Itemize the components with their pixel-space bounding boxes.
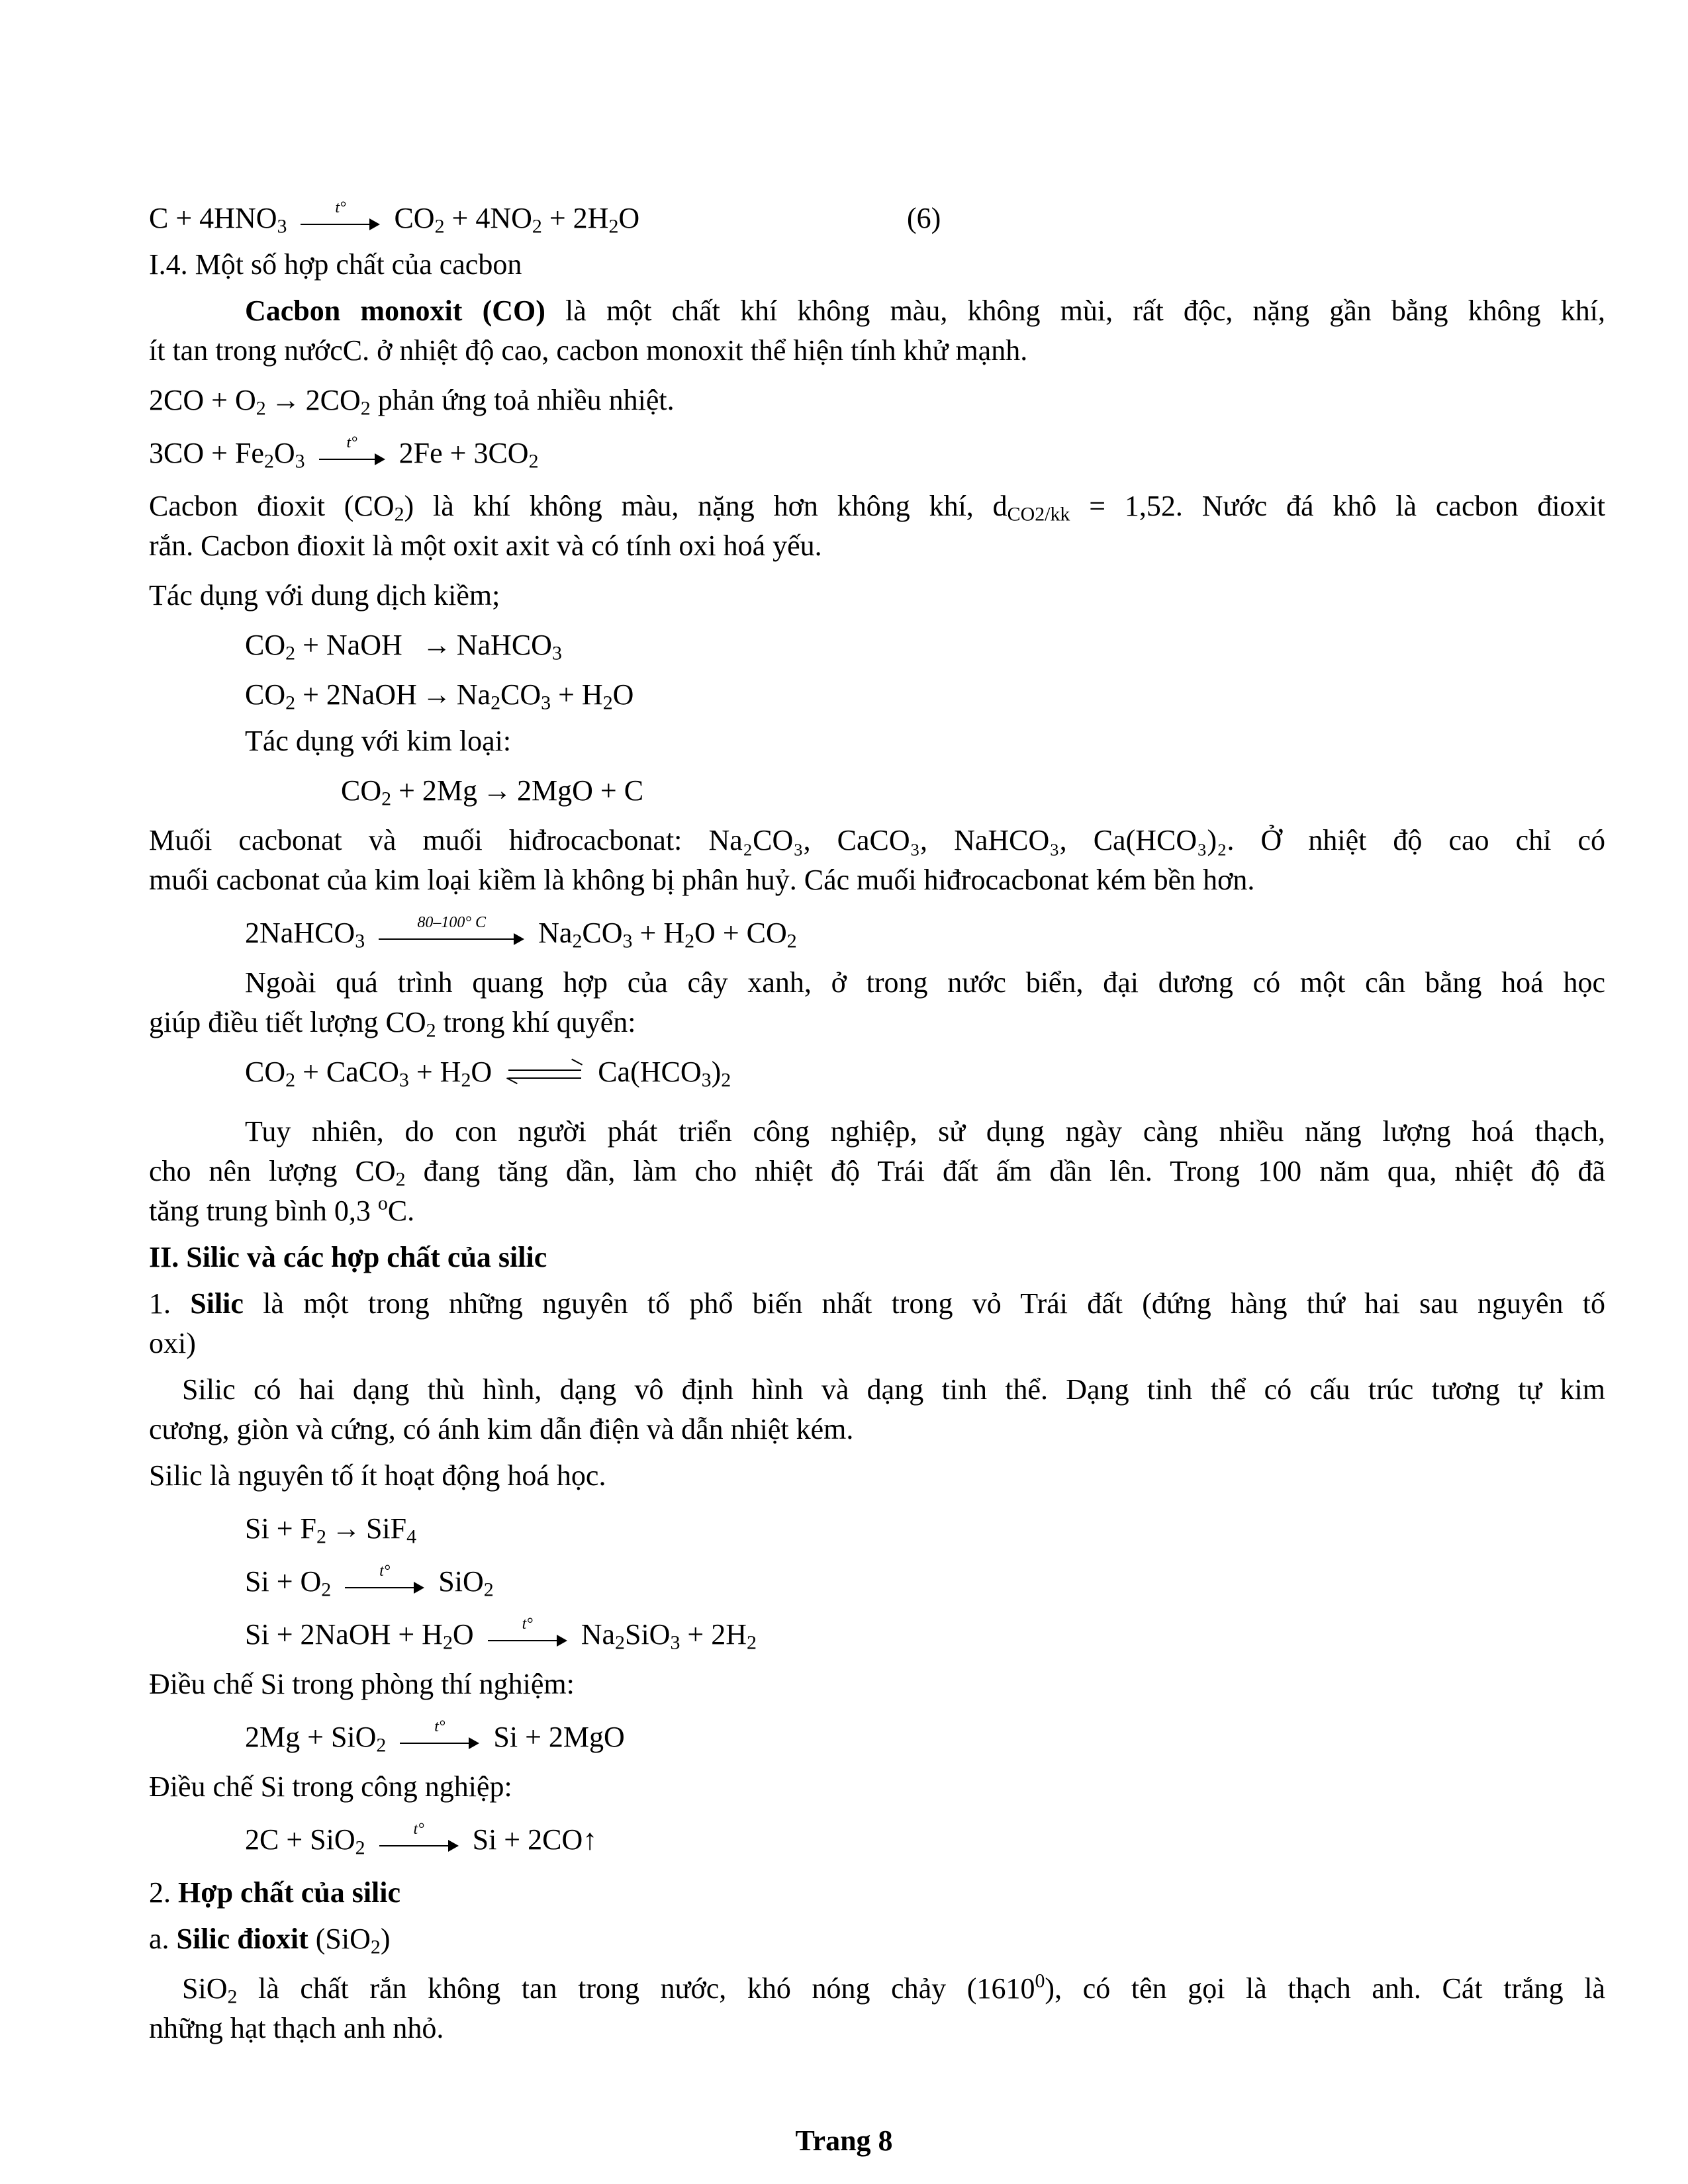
equation-co2-2naoh: $CO_2$ + 2NaOH → $Na_2CO_3 + H_2O$	[245, 678, 634, 714]
paragraph-co2-line2: rắn. Cacbon đioxit là một oxit axit và có tính oxi hoá yếu.	[149, 529, 822, 562]
paragraph-ocean-line1: Ngoài quá trình quang hợp của cây xanh, ở trong nước biển, đại dương có một cân bằng hoá học	[245, 966, 1605, 999]
paragraph-sio2-line1: SiO$_2$ là chất rắn không tan trong nước, khó nóng chảy (1610$^0$), có tên gọi là thạch anh. Cát trắng là	[182, 1970, 1605, 2008]
lab-preparation-title: Điều chế Si trong phòng thí nghiệm:	[149, 1668, 575, 1700]
equation-co2-caco3-equilibrium: $CO_2$ + CaCO$_3$ + $H_2O$ $Ca(HCO_3)_2$	[245, 1056, 731, 1091]
reaction-arrow: 80–100° C	[379, 923, 524, 949]
equation-si-o2: $Si + O_2$ t° SiO$_2$	[245, 1562, 494, 1601]
equation-co2-naoh: $CO_2$ + NaOH → NaHCO$_3$	[245, 629, 562, 664]
paragraph-allotropes-line2: cương, giòn và cứng, có ánh kim dẫn điện và dẫn nhiệt kém.	[149, 1413, 854, 1445]
industry-preparation-title: Điều chế Si trong công nghiệp:	[149, 1770, 512, 1803]
subsection-heading-sio2: a. Silic đioxit (SiO$_2$)	[149, 1923, 391, 1958]
section-heading-i4: I.4. Một số hợp chất của cacbon	[149, 248, 522, 281]
reaction-arrow: t°	[488, 1624, 567, 1651]
equation-co2-mg: $CO_2 + 2Mg \to 2MgO + C$	[341, 774, 644, 810]
reaction-arrow: t°	[400, 1727, 479, 1753]
page-number: Trang 8	[795, 2124, 893, 2157]
equation-si-f2: $Si + F_2 \to SiF_4$	[245, 1512, 417, 1548]
section-heading-ii: II. Silic và các hợp chất của silic	[149, 1241, 547, 1273]
paragraph-industry-line3: tăng trung bình 0,3 $^o$C.	[149, 1192, 415, 1227]
paragraph-co2-line1: Cacbon đioxit $(CO_2)$ là khí không màu, nặng hơn không khí, $d_{CO2/kk} = 1,52$. Nước đá khô là cacbon đioxit	[149, 490, 1606, 525]
paragraph-industry-line1: Tuy nhiên, do con người phát triển công nghiệp, sử dụng ngày càng nhiều năng lượng hoá thạch,	[245, 1115, 1605, 1148]
equation-number: (6)	[907, 202, 941, 234]
reaction-arrow: t°	[319, 443, 385, 469]
paragraph-silicon-line2: oxi)	[149, 1327, 196, 1359]
paragraph-sio2-line2: những hạt thạch anh nhỏ.	[149, 2012, 444, 2044]
equation-co-fe2o3: $3CO + Fe_2O_3$ t° $2Fe + 3CO_2$	[149, 433, 539, 473]
equilibrium-arrow	[508, 1064, 581, 1085]
paragraph-co-line2: ít tan trong nướcC. ở nhiệt độ cao, cacbon monoxit thể hiện tính khử mạnh.	[149, 334, 1028, 367]
paragraph-co-line1: Cacbon monoxit (CO) là một chất khí không màu, không mùi, rất độc, nặng gần bằng không khí,	[245, 295, 1605, 327]
equation-si-naoh: Si + 2NaOH + $H_2O$ t° $Na_2SiO_3 + 2H_2$	[245, 1615, 757, 1654]
alkali-reactions-title: Tác dụng với dung dịch kiềm;	[149, 579, 500, 612]
subsection-heading-compounds: 2. Hợp chất của silic	[149, 1876, 401, 1909]
equation-si-lab: 2Mg + SiO$_2$ t° Si + 2MgO	[245, 1717, 625, 1756]
equation-co-o2: $2CO + O_2 \to 2CO_2$ phản ứng toả nhiều nhiệt.	[149, 384, 675, 420]
paragraph-reactivity: Silic là nguyên tố ít hoạt động hoá học.	[149, 1459, 606, 1492]
equation-nahco3-decomposition: 2NaHCO$_3$ 80–100° C $Na_2CO_3 + H_2O + CO_2$	[245, 913, 797, 952]
paragraph-silicon-line1: 1. Silic là một trong những nguyên tố phổ biến nhất trong vỏ Trái đất (đứng hàng thứ hai sau nguyên tố	[149, 1287, 1606, 1320]
paragraph-industry-line2: cho nên lượng $CO_2$ đang tăng dần, làm cho nhiệt độ Trái đất ấm dần lên. Trong 100 năm qua, nhiệt độ đã	[149, 1155, 1605, 1191]
paragraph-carbonate-line1: Muối cacbonat và muối hiđrocacbonat: Na₂CO₃, CaCO₃, NaHCO₃, Ca(HCO₃)₂. Ở nhiệt độ cao chỉ có	[149, 824, 1605, 856]
metal-reactions-title: Tác dụng với kim loại:	[245, 725, 512, 757]
paragraph-allotropes-line1: Silic có hai dạng thù hình, dạng vô định hình và dạng tinh thể. Dạng tinh thể có cấu trúc tương tự kim	[182, 1373, 1605, 1406]
reaction-arrow: t°	[345, 1571, 424, 1598]
equation-si-industry: 2C + SiO$_2$ t° Si + 2CO↑	[245, 1820, 598, 1859]
equation-carbon-hno3: $C + 4HNO_3$ t° $CO_2 + 4NO_2 + 2H_2O$	[149, 199, 640, 238]
paragraph-ocean-line2: giúp điều tiết lượng $CO_2$ trong khí quyển:	[149, 1006, 636, 1042]
paragraph-carbonate-line2: muối cacbonat của kim loại kiềm là không bị phân huỷ. Các muối hiđrocacbonat kém bền hơn.	[149, 864, 1255, 896]
reaction-arrow: t°	[379, 1829, 459, 1856]
reaction-arrow: t°	[301, 208, 380, 234]
